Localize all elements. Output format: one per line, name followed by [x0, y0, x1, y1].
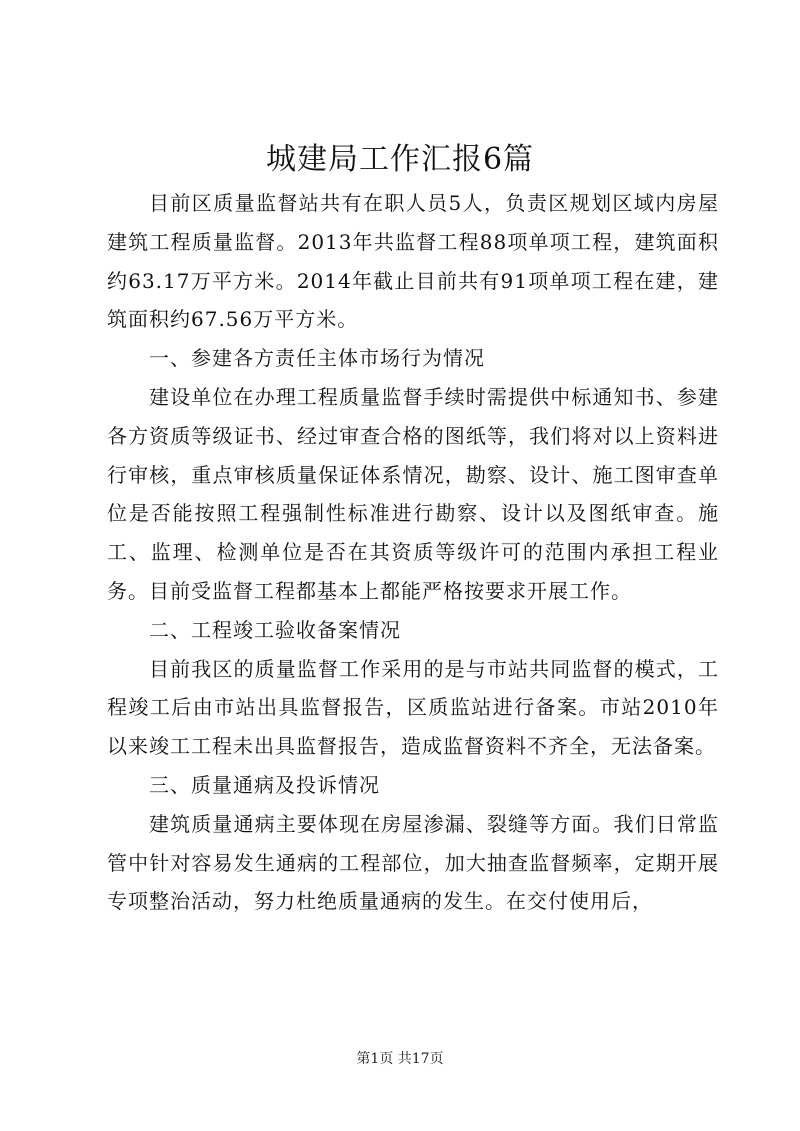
page-number-footer: 第1页 共17页: [356, 1051, 444, 1067]
paragraph-section-3: 建筑质量通病主要体现在房屋渗漏、裂缝等方面。我们日常监管中针对容易发生通病的工程部位，加大抽查监督频率，定期开展专项整治活动，努力杜绝质量通病的发生。在交付使用后，: [107, 811, 719, 914]
paragraph-section-1: 建设单位在办理工程质量监督手续时需提供中标通知书、参建各方资质等级证书、经过审查合格的图纸等，我们将对以上资料进行审核，重点审核质量保证体系情况，勘察、设计、施工图审查单位是否能按照工程强制性标准进行勘察、设计以及图纸审查。施工、监理、检测单位是否在其资质等级许可的范围内承担工程业务。目前受监督工程都基本上都能严格按要求开展工作。: [107, 384, 719, 603]
page-title: 城建局工作汇报6篇: [265, 142, 535, 177]
paragraph-section-2: 目前我区的质量监督工作采用的是与市站共同监督的模式，工程竣工后由市站出具监督报告，区质监站进行备案。市站2010年以来竣工工程未出具监督报告，造成监督资料不齐全，无法备案。: [107, 656, 719, 759]
section-heading-2: 二、工程竣工验收备案情况: [149, 617, 401, 642]
section-heading-3: 三、质量通病及投诉情况: [149, 772, 380, 797]
section-heading-1: 一、参建各方责任主体市场行为情况: [149, 346, 485, 371]
document-body: [107, 184, 719, 921]
paragraph-intro: 目前区质量监督站共有在职人员5人，负责区规划区域内房屋建筑工程质量监督。2013年共监督工程88项单项工程，建筑面积约63.17万平方米。2014年截止目前共有91项单项工程在建，建筑面积约67.56万平方米。: [107, 191, 719, 332]
